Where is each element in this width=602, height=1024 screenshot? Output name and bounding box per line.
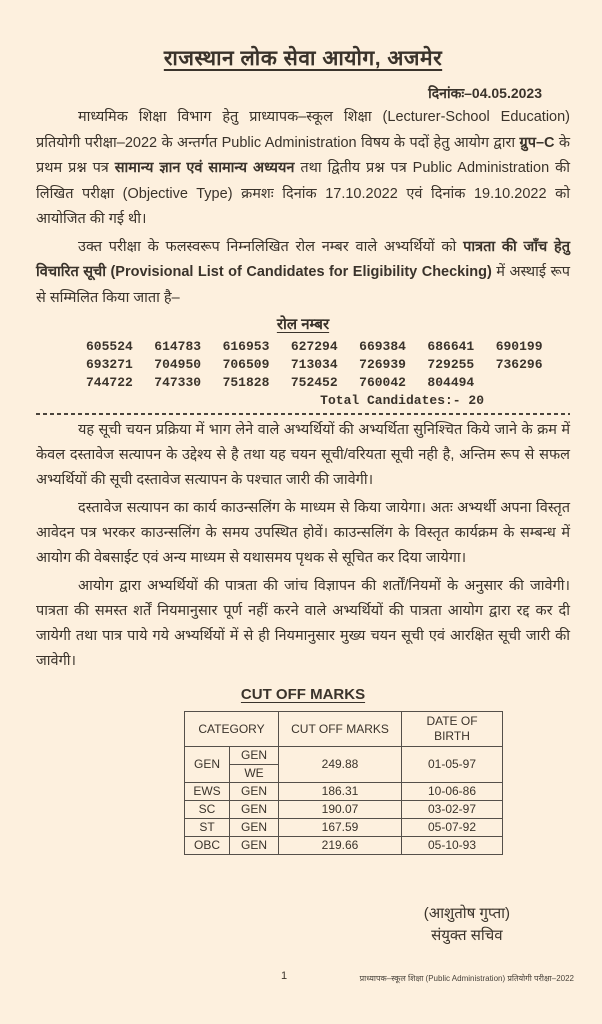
table-row (185, 819, 503, 837)
page-number: 1 (281, 970, 288, 982)
table-row-gen (185, 747, 503, 765)
dob-cell: 05-10-93 (402, 837, 503, 855)
roll-number: 690199 (495, 339, 543, 354)
roll-number: 614783 (154, 339, 202, 354)
total-candidates: Total Candidates:- 20 (320, 393, 484, 408)
subcategory-cell: GEN (230, 801, 279, 819)
signatory-name: (आशुतोष गुप्ता) (423, 905, 510, 922)
subcategory-cell: GEN (230, 783, 279, 801)
subcategory-cell: WE (230, 765, 279, 783)
subcategory-cell: GEN (230, 837, 279, 855)
roll-number: 704950 (154, 357, 202, 372)
category-cell: OBC (185, 837, 230, 855)
table-row (185, 783, 503, 801)
roll-number: 744722 (86, 375, 133, 390)
footer-note: प्राध्यापक–स्कूल शिक्षा (Public Administration) प्रतियोगी परीक्षा–2022 (359, 974, 574, 983)
roll-number: 669384 (359, 339, 406, 354)
roll-number-heading: रोल नम्बर (276, 316, 330, 333)
roll-number: 713034 (290, 357, 338, 372)
paragraph-eligibility-rules: आयोग द्वारा अभ्यर्थियों की पात्रता की जांच विज्ञापन की शर्तों/नियमों के अनुसार की जावेगी। पात्रता की समस्त शर्तें नियमानुसार पूर्ण नहीं करने वाले अभ्यर्थियों की पात्रता आयोग द्वारा रद्द कर दी जायेगी तथा पात्र पाये गये अभ्यर्थियों में से ही नियमानुसार मुख्य चयन सूची एवं आरक्षित सूची जारी की जावेगी। (36, 578, 570, 669)
marks-cell: 219.66 (279, 837, 402, 855)
paragraph-exam-intro: माध्यमिक शिक्षा विभाग हेतु प्राध्यापक–स्कूल शिक्षा (Lecturer-School Education) प्रतियोगी परीक्षा–2022 के अन्तर्गत Public Administration विषय के पदों हेतु आयोग द्वारा ग्रुप–C के प्रथम प्रश्न पत्र सामान्य ज्ञान एवं सामान्य अध्ययन तथा द्वितीय प्रश्न पत्र Public Administration की लिखित परीक्षा (Objective Type) क्रमशः दिनांक 17.10.2022 एवं दिनांक 19.10.2022 को आयोजित की गई थी। (36, 109, 570, 227)
dob-cell: 10-06-86 (402, 783, 503, 801)
roll-number: 736296 (495, 357, 543, 372)
roll-number: 804494 (427, 375, 475, 390)
category-cell: SC (185, 801, 230, 819)
subcategory-cell: GEN (230, 747, 279, 765)
roll-number: 760042 (359, 375, 406, 390)
paragraph-counselling: दस्तावेज सत्यापन का कार्य काउन्सलिंग के माध्यम से किया जायेगा। अतः अभ्यर्थी अपना विस्तृत आवेदन पत्र भरकर काउन्सलिंग के समय उपस्थित होवें। काउन्सलिंग के विस्तृत कार्यक्रम के सम्बन्ध में आयोग की वेबसाईट एवं अन्य माध्यम से यथासमय पृथक से सूचित कर दिया जायेगा। (36, 500, 570, 566)
roll-number: 751828 (222, 375, 270, 390)
column-header-date-of-birth: DATE OF BIRTH (402, 712, 503, 747)
cutoff-marks-table (184, 711, 503, 855)
roll-number: 752452 (290, 375, 338, 390)
roll-number: 627294 (290, 339, 338, 354)
roll-number-list (86, 338, 564, 392)
roll-number: 605524 (86, 339, 133, 354)
table-row (185, 801, 503, 819)
signatory-designation: संयुक्त सचिव (431, 927, 503, 944)
marks-cell: 249.88 (279, 747, 402, 783)
roll-number: 686641 (427, 339, 475, 354)
category-cell: GEN (185, 747, 230, 783)
dob-cell: 01-05-97 (402, 747, 503, 783)
dob-cell: 05-07-92 (402, 819, 503, 837)
roll-number: 616953 (222, 339, 270, 354)
cutoff-marks-heading: CUT OFF MARKS (240, 686, 366, 703)
dashed-separator (36, 413, 570, 415)
page-footer (36, 970, 574, 984)
signature-block (36, 903, 570, 947)
column-header-category: CATEGORY (185, 712, 279, 747)
category-cell: ST (185, 819, 230, 837)
table-body (185, 783, 503, 855)
marks-cell: 167.59 (279, 819, 402, 837)
roll-number: 729255 (427, 357, 475, 372)
table-row (185, 837, 503, 855)
paragraph-provisional-list: उक्त परीक्षा के फलस्वरूप निम्नलिखित रोल नम्बर वाले अभ्यर्थियों को पात्रता की जाँच हेतु विचारित सूची (Provisional List of Candidates for Eligibility Checking) में अस्थाई रूप से सम्मिलित किया जाता है– (36, 238, 570, 306)
marks-cell: 186.31 (279, 783, 402, 801)
table-header-row (185, 712, 503, 747)
marks-cell: 190.07 (279, 801, 402, 819)
roll-number: 693271 (86, 357, 133, 372)
column-header-cutoff-marks: CUT OFF MARKS (279, 712, 402, 747)
dob-cell: 03-02-97 (402, 801, 503, 819)
roll-number: 706509 (222, 357, 270, 372)
document-date: दिनांकः–04.05.2023 (428, 85, 542, 101)
roll-number: 747330 (154, 375, 202, 390)
page-title: राजस्थान लोक सेवा आयोग, अजमेर (163, 47, 443, 70)
paragraph-document-verification: यह सूची चयन प्रक्रिया में भाग लेने वाले अभ्यर्थियों की अभ्यर्थिता सुनिश्चित किये जाने के क्रम में केवल दस्तावेज सत्यापन के उद्देश्य से है तथा यह चयन सूची/वरियता सूची नही है, अन्तिम रूप से सफल अभ्यर्थियों की सूची दस्तावेज सत्यापन के पश्चात जारी की जावेगी। (36, 422, 570, 488)
subcategory-cell: GEN (230, 819, 279, 837)
roll-number: 726939 (359, 357, 406, 372)
category-cell: EWS (185, 783, 230, 801)
